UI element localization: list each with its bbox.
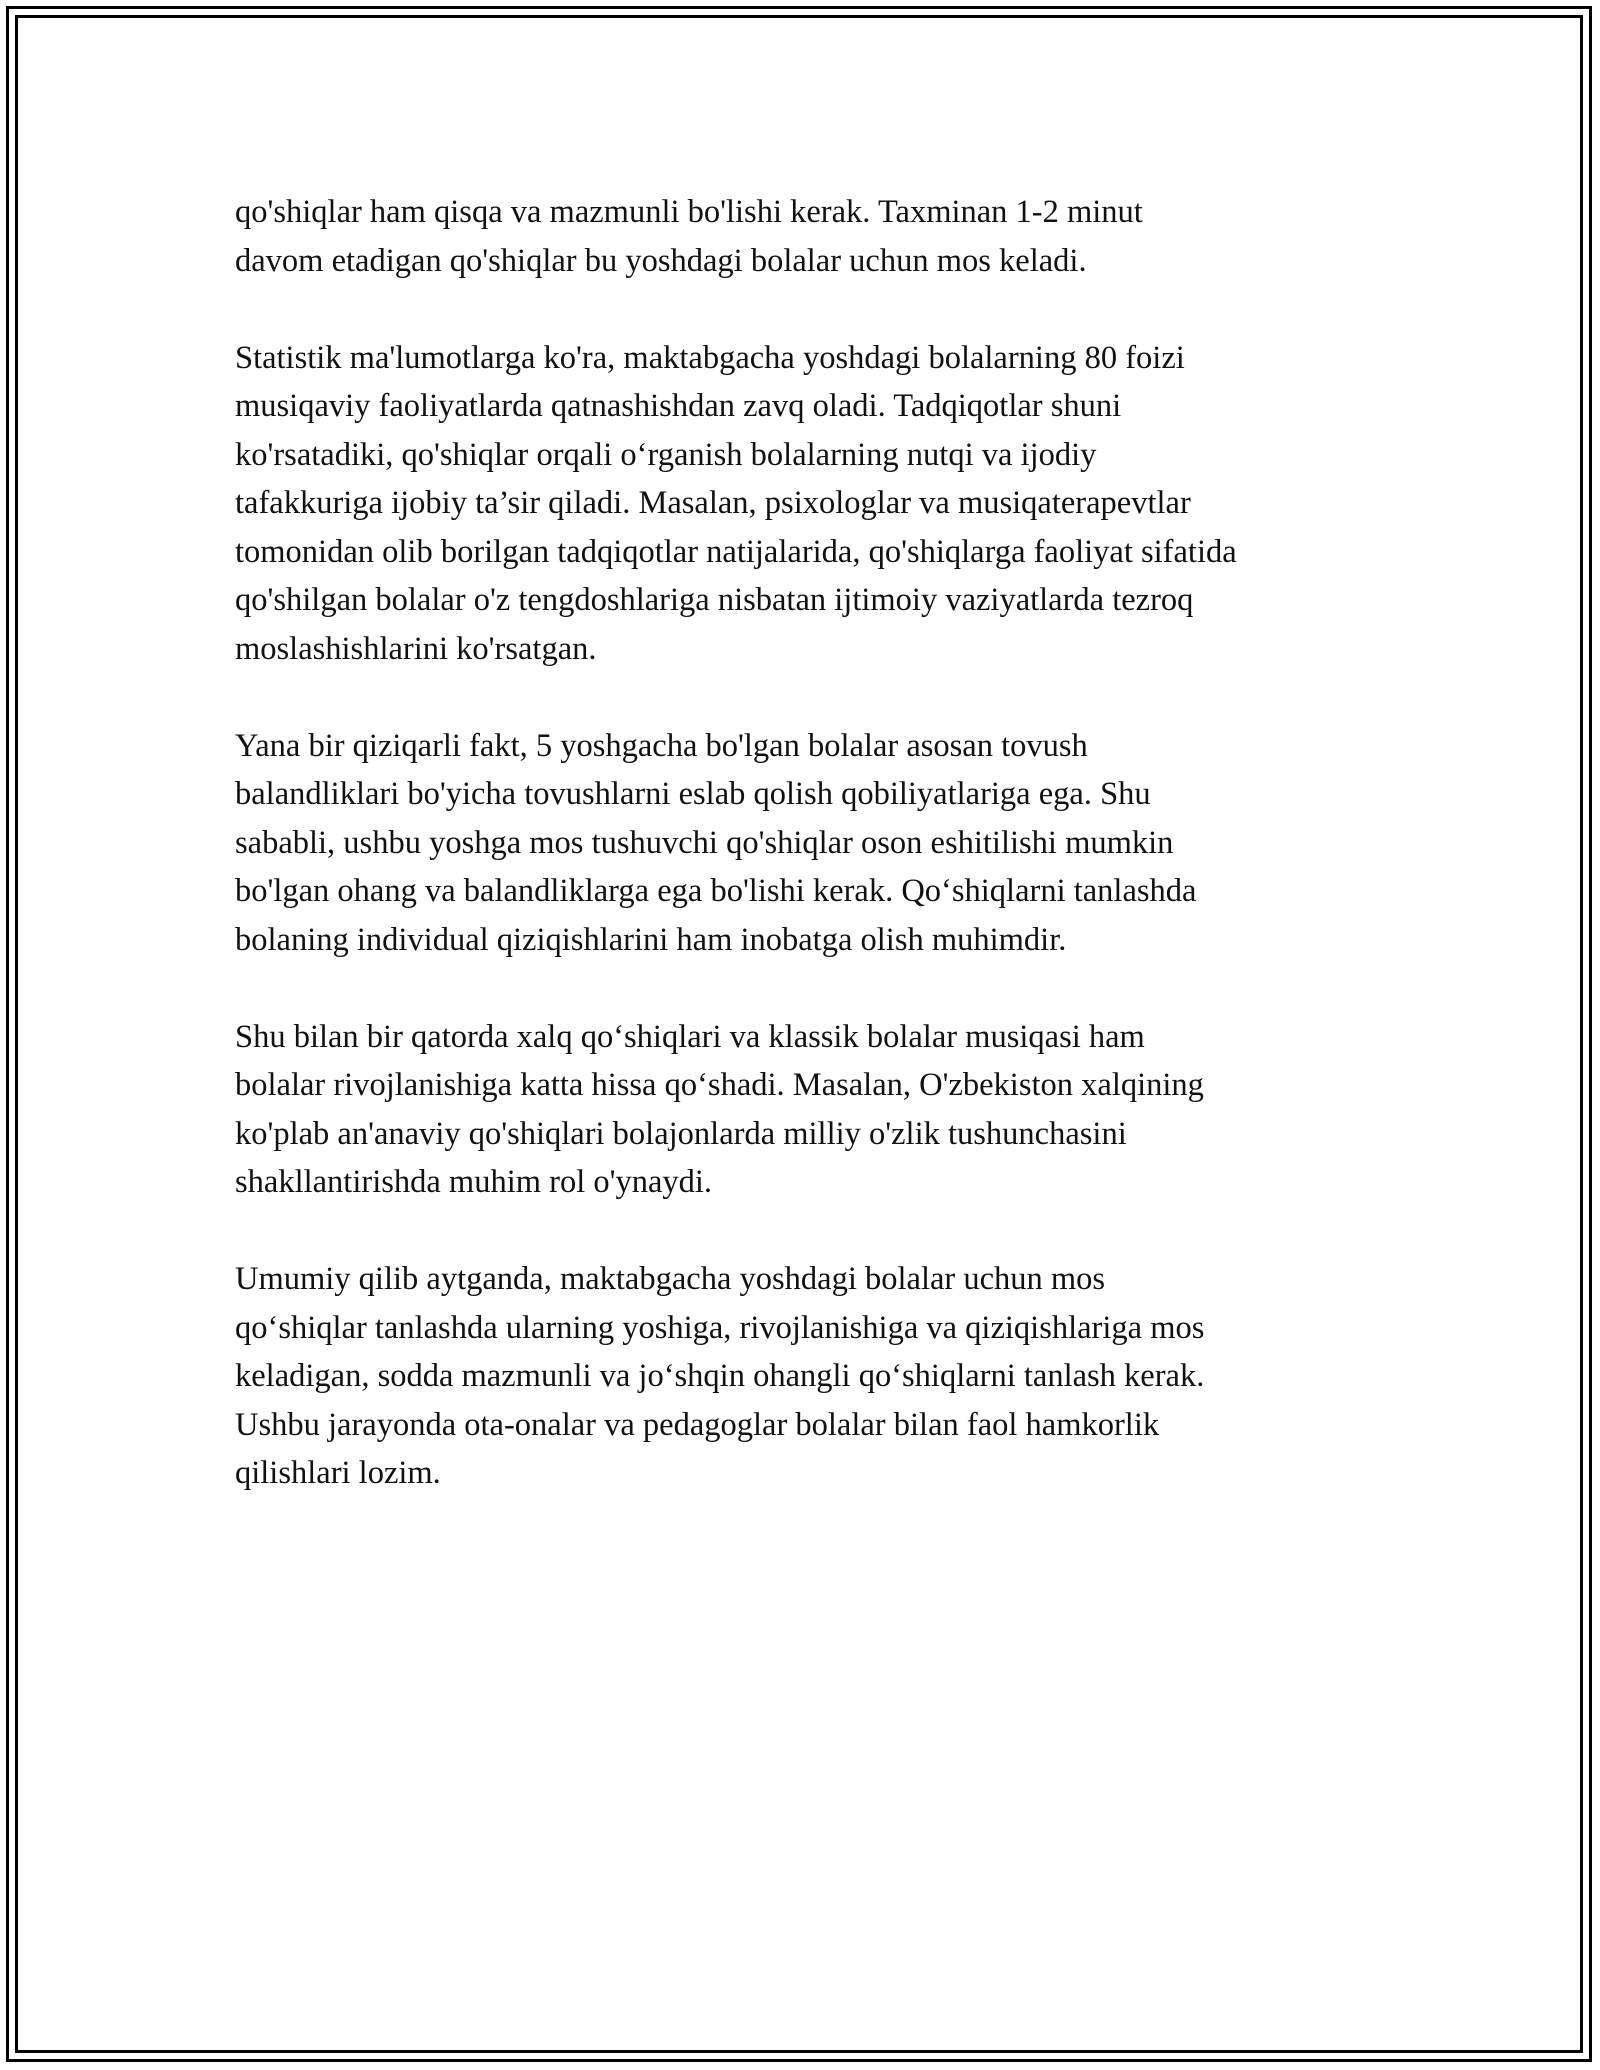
paragraph-folk-songs: Shu bilan bir qatorda xalq qo‘shiqlari va klassik bolalar musiqasi ham bolalar rivojlanishiga katta hissa qo‘shadi. Masalan, O'zbekiston xalqining ko'plab an'anaviy qo'shiqlari bolajonlarda milliy o'zlik tushunchasini shakllantirishda muhim rol o'ynaydi. bbox=[235, 1018, 1204, 1200]
document-body bbox=[235, 188, 1385, 1546]
paragraph-pitch-memory: Yana bir qiziqarli fakt, 5 yoshgacha bo'lgan bolalar asosan tovush balandliklari bo'yicha tovushlarni eslab qolish qobiliyatlariga ega. Shu sababli, ushbu yoshga mos tushuvchi qo'shiqlar oson eshitilishi mumkin bo'lgan ohang va balandliklarga ega bo'lishi kerak. Qo‘shiqlarni tanlashda bolaning individual qiziqishlarini ham inobatga olish muhimdir. bbox=[235, 727, 1197, 958]
paragraph-song-length: qo'shiqlar ham qisqa va mazmunli bo'lishi kerak. Taxminan 1-2 minut davom etadigan qo'shiqlar bu yoshdagi bolalar uchun mos keladi. bbox=[235, 194, 1143, 279]
paragraph-conclusion: Umumiy qilib aytganda, maktabgacha yoshdagi bolalar uchun mos qo‘shiqlar tanlashda ularning yoshiga, rivojlanishiga va qiziqishlariga mos keladigan, sodda mazmunli va jo‘shqin ohangli qo‘shiqlarni tanlash kerak. Ushbu jarayonda ota-onalar va pedagoglar bolalar bilan faol hamkorlik qilishlari lozim. bbox=[235, 1261, 1205, 1491]
paragraph-statistics: Statistik ma'lumotlarga ko'ra, maktabgacha yoshdagi bolalarning 80 foizi musiqaviy faoliyatlarda qatnashishdan zavq oladi. Tadqiqotlar shuni ko'rsatadiki, qo'shiqlar orqali o‘rganish bolalarning nutqi va ijodiy tafakkuriga ijobiy ta’sir qiladi. Masalan, psixologlar va musiqaterapevtlar tomonidan olib borilgan tadqiqotlar natijalarida, qo'shiqlarga faoliyat sifatida qo'shilgan bolalar o'z tengdoshlariga nisbatan ijtimoiy vaziyatlarda tezroq moslashishlarini ko'rsatgan. bbox=[235, 339, 1237, 667]
